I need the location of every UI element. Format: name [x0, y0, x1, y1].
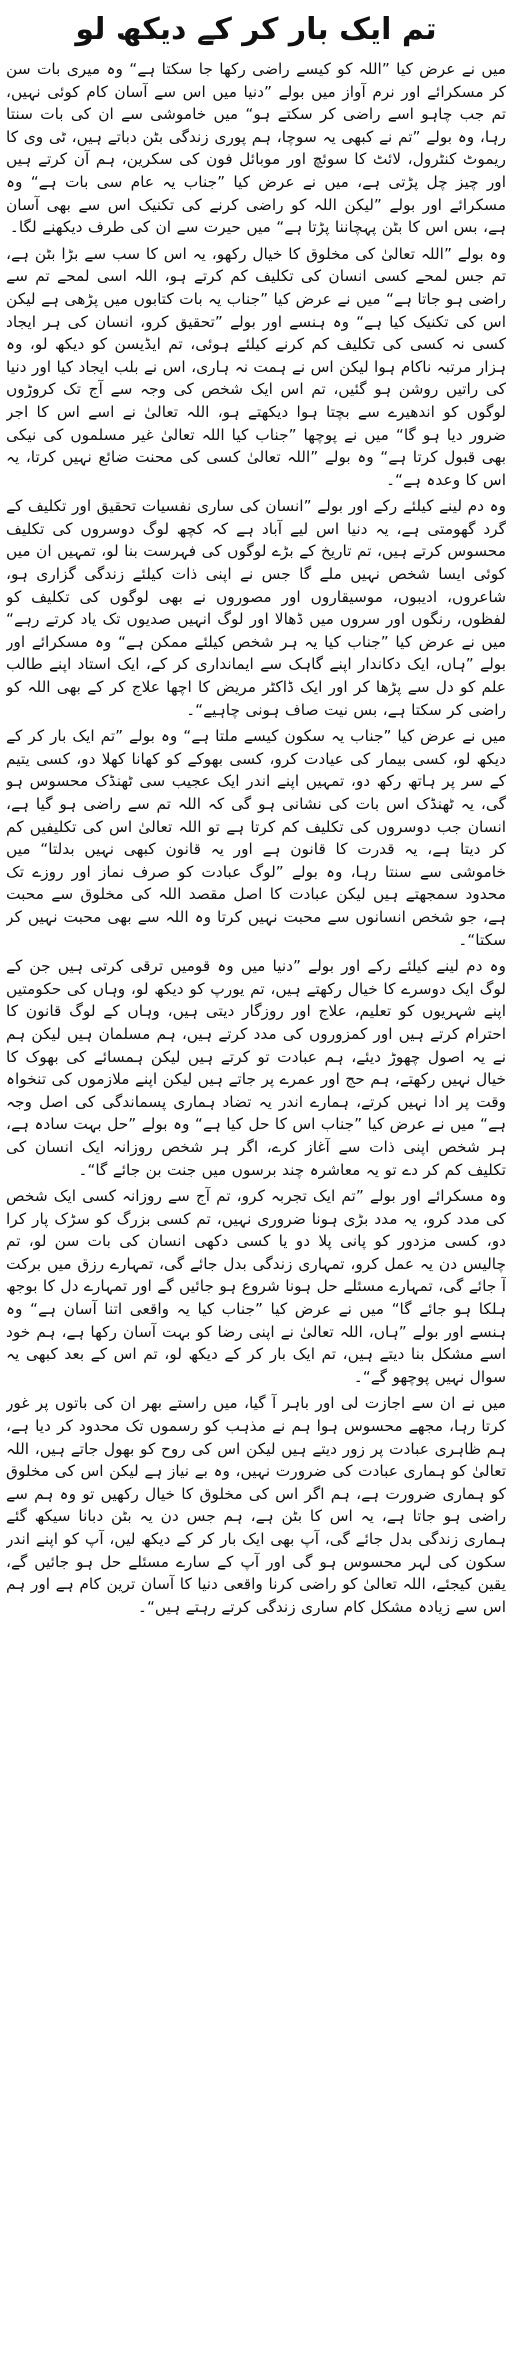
article-body [6, 58, 506, 2348]
paragraph: میں نے عرض کیا ”اللہ کو کیسے راضی رکھا جا سکتا ہے“ وہ میری بات سن کر مسکرائے اور نرم آواز میں بولے ”دنیا میں اس سے آسان کام کوئی نہیں، تم جب چاہو اسے راضی کر سکتے ہو“ میں خاموشی سے ان کی بات سنتا رہا، وہ بولے ”تم نے کبھی یہ سوچا، ہم پوری زندگی بٹن دباتے ہیں، ٹی وی کا ریموٹ کنٹرول، لائٹ کا سوئچ اور موبائل فون کی سکرین، ہم آن کرتے ہیں اور چیز چل پڑتی ہے، میں نے عرض کیا ”جناب یہ عام سی بات ہے“ وہ مسکرائے اور بولے ”لیکن اللہ کو راضی کرنے کی تکنیک اس سے بھی آسان ہے، بس اس کا بٹن پہچاننا پڑتا ہے“ میں حیرت سے ان کی طرف دیکھنے لگا۔ [6, 60, 506, 237]
headline: تم ایک بار کر کے دیکھ لو [75, 12, 437, 47]
paragraph: وہ مسکرائے اور بولے ”تم ایک تجربہ کرو، تم آج سے روزانہ کسی ایک شخص کی مدد کرو، یہ مدد بڑی ہونا ضروری نہیں، تم کسی بزرگ کو سڑک پار کرا دو، کسی مزدور کو پانی پلا دو یا کسی دکھی انسان کی بات سن لو، تم چالیس دن یہ عمل کرو، تمہاری زندگی بدل جائے گی، تمہارے رزق میں برکت آ جائے گی، تمہارے مسئلے حل ہونا شروع ہو جائیں گے اور تمہارے دل کا بوجھ ہلکا ہو جائے گا“ میں نے عرض کیا ”جناب کیا یہ واقعی اتنا آسان ہے“ وہ ہنسے اور بولے ”ہاں، اللہ تعالیٰ نے اپنی رضا کو بہت آسان رکھا ہے، ہم خود اسے مشکل بنا دیتے ہیں، تم ایک بار کر کے دیکھ لو، تم اس کے بعد کبھی یہ سوال نہیں پوچھو گے“۔ [6, 1187, 506, 1386]
paragraph: وہ بولے ”اللہ تعالیٰ کی مخلوق کا خیال رکھو، یہ اس کا سب سے بڑا بٹن ہے، تم جس لمحے کسی انسان کی تکلیف کم کرتے ہو، اللہ اسی لمحے تم سے راضی ہو جاتا ہے“ میں نے عرض کیا ”جناب یہ بات کتابوں میں پڑھی ہے لیکن اس کی تکنیک کیا ہے“ وہ ہنسے اور بولے ”تحقیق کرو، انسان کی ہر ایجاد کسی نہ کسی کی تکلیف کم کرنے کیلئے ہوئی، تم ایڈیسن کو دیکھ لو، وہ ہزار مرتبہ ناکام ہوا لیکن اس نے ہمت نہ ہاری، اس نے بلب ایجاد کیا اور دنیا کی راتیں روشن ہو گئیں، تم اس ایک شخص کی وجہ سے آج تک کروڑوں لوگوں کو اندھیرے سے بچتا ہوا دیکھتے ہو، اللہ تعالیٰ نے اسے اس کا اجر ضرور دیا ہو گا“ میں نے پوچھا ”جناب کیا اللہ تعالیٰ غیر مسلموں کی نیکی بھی قبول کرتا ہے“ وہ بولے ”اللہ تعالیٰ کسی کی محنت ضائع نہیں کرتا، یہ اس کا وعدہ ہے“۔ [6, 244, 506, 489]
paragraph: وہ دم لینے کیلئے رکے اور بولے ”دنیا میں وہ قومیں ترقی کرتی ہیں جن کے لوگ ایک دوسرے کا خیال رکھتے ہیں، تم یورپ کو دیکھ لو، وہاں کی حکومتیں اپنے شہریوں کو تعلیم، علاج اور روزگار دیتی ہیں، وہاں کے لوگ قانون کا احترام کرتے ہیں اور کمزوروں کی مدد کرتے ہیں، ہم مسلمان ہیں لیکن ہم نے یہ اصول چھوڑ دیئے، ہم عبادت تو کرتے ہیں لیکن ہمسائے کی بھوک کا خیال نہیں رکھتے، ہم حج اور عمرے پر جاتے ہیں لیکن اپنے ملازموں کی تنخواہ وقت پر ادا نہیں کرتے، ہمارے اندر یہ تضاد ہماری پسماندگی کی اصل وجہ ہے“ میں نے عرض کیا ”جناب اس کا حل کیا ہے“ وہ بولے ”حل بہت سادہ ہے، ہر شخص اپنی ذات سے آغاز کرے، اگر ہر شخص روزانہ ایک انسان کی تکلیف کم کر دے تو یہ معاشرہ چند برسوں میں جنت بن جائے گا“۔ [6, 957, 506, 1179]
paragraph: میں نے ان سے اجازت لی اور باہر آ گیا، میں راستے بھر ان کی باتوں پر غور کرتا رہا، مجھے محسوس ہوا ہم نے مذہب کو رسموں تک محدود کر دیا ہے، ہم ظاہری عبادت پر زور دیتے ہیں لیکن اس کی روح کو بھول جاتے ہیں، اللہ تعالیٰ کو ہماری عبادت کی ضرورت نہیں، وہ بے نیاز ہے لیکن اس کی مخلوق کو ہماری ضرورت ہے، ہم اگر اس کی مخلوق کا خیال رکھیں تو وہ ہم سے راضی ہو جاتا ہے، یہ اس کا بٹن ہے، ہم جس دن یہ بٹن دبانا سیکھ گئے ہماری زندگی بدل جائے گی، آپ بھی ایک بار کر کے دیکھ لیں، آپ کو اپنے اندر سکون کی لہر محسوس ہو گی اور آپ کے سارے مسئلے حل ہو جائیں گے، یقین کیجئے، اللہ تعالیٰ کو راضی کرنا واقعی دنیا کا آسان ترین کام ہے اور ہم اس سے زیادہ مشکل کام ساری زندگی کرتے رہتے ہیں“۔ [6, 1394, 506, 1616]
paragraph: وہ دم لینے کیلئے رکے اور بولے ”انسان کی ساری نفسیات تحقیق اور تکلیف کے گرد گھومتی ہے، یہ دنیا اس لیے آباد ہے کہ کچھ لوگ دوسروں کی تکلیف محسوس کرتے ہیں، تم تاریخ کے بڑے لوگوں کی فہرست بنا لو، تمہیں ان میں کوئی ایسا شخص نہیں ملے گا جس نے اپنی ذات کیلئے زندگی گزاری ہو، شاعروں، ادیبوں، موسیقاروں اور مصوروں نے بھی لوگوں کی تکلیف کو لفظوں، رنگوں اور سروں میں ڈھالا اور لوگ انہیں صدیوں تک یاد کرتے رہے“ میں نے عرض کیا ”جناب کیا یہ ہر شخص کیلئے ممکن ہے“ وہ مسکرائے اور بولے ”ہاں، ایک دکاندار اپنے گاہک سے ایمانداری کر کے، ایک استاد اپنے طالب علم کو دل سے پڑھا کر اور ایک ڈاکٹر مریض کا اچھا علاج کر کے بھی اللہ کو راضی کر سکتا ہے، بس نیت صاف ہونی چاہیے“۔ [6, 497, 506, 719]
paragraph: میں نے عرض کیا ”جناب یہ سکون کیسے ملتا ہے“ وہ بولے ”تم ایک بار کر کے دیکھ لو، کسی بیمار کی عیادت کرو، کسی بھوکے کو کھانا کھلا دو، کسی یتیم کے سر پر ہاتھ رکھ دو، تمہیں اپنے اندر ایک عجیب سی ٹھنڈک محسوس ہو گی، یہ ٹھنڈک اس بات کی نشانی ہو گی کہ اللہ تم سے راضی ہو گیا ہے، انسان جب دوسروں کی تکلیف کم کرتا ہے تو اللہ تعالیٰ اس کی تکلیفیں کم کر دیتا ہے، یہ قدرت کا قانون ہے اور یہ قانون کبھی نہیں بدلتا“ میں خاموشی سے سنتا رہا، وہ بولے ”لوگ عبادت کو صرف نماز اور روزے تک محدود سمجھتے ہیں لیکن عبادت کا اصل مقصد اللہ کی مخلوق سے محبت ہے، جو شخص انسانوں سے محبت نہیں کرتا وہ اللہ سے بھی محبت نہیں کر سکتا“۔ [6, 727, 506, 949]
